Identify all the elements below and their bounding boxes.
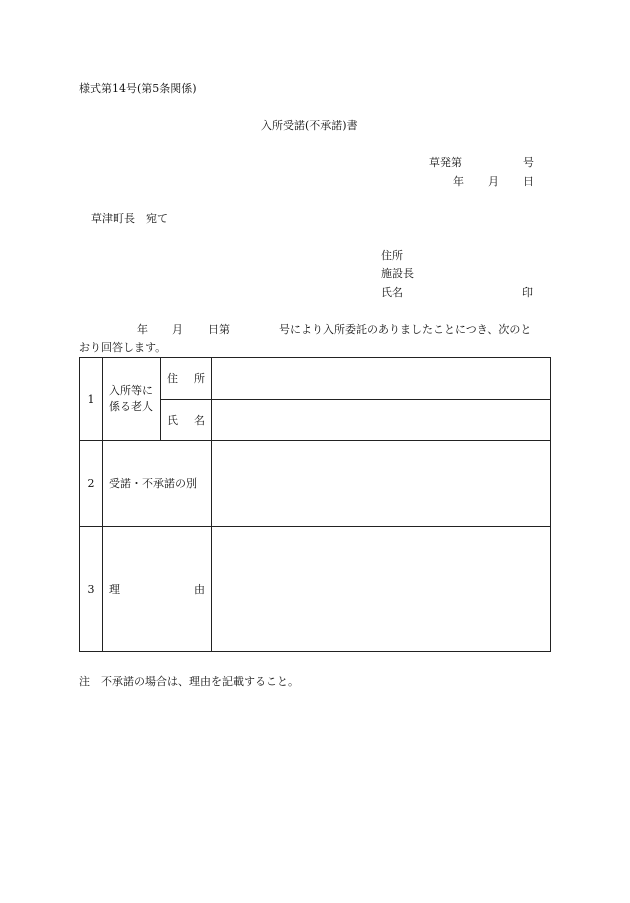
body-year: 年 xyxy=(137,323,148,336)
body-text-line1: 号により入所委託のありましたことにつき、次のと xyxy=(279,323,532,336)
body-month: 月 xyxy=(172,323,183,336)
address-field[interactable] xyxy=(212,358,551,400)
name-label-char2: 名 xyxy=(194,413,205,427)
issue-number-suffix: 号 xyxy=(523,156,534,169)
elderly-person-label-line1: 入所等に xyxy=(109,383,153,397)
document-title: 入所受諾(不承諾)書 xyxy=(261,119,358,132)
elderly-person-label-line2: 係る老人 xyxy=(109,400,153,413)
row-number-2: 2 xyxy=(80,441,103,527)
date-year: 年 xyxy=(453,175,464,188)
acceptance-field[interactable] xyxy=(212,441,551,527)
reply-form-table xyxy=(79,357,551,652)
addressee: 草津町長 宛て xyxy=(91,212,168,225)
date-month: 月 xyxy=(488,175,499,188)
date-day: 日 xyxy=(523,175,534,188)
table-row xyxy=(80,527,551,652)
seal-mark: 印 xyxy=(522,286,533,299)
form-number: 様式第14号(第5条関係) xyxy=(79,82,197,95)
row-number-1: 1 xyxy=(80,358,103,441)
reason-label-cell xyxy=(103,527,212,652)
sender-name-label: 氏名 xyxy=(381,286,403,299)
sender-director-label: 施設長 xyxy=(381,267,414,280)
table-row xyxy=(80,441,551,527)
acceptance-label: 受諾・不承諾の別 xyxy=(103,441,212,527)
body-text-line2: おり回答します。 xyxy=(79,341,167,354)
address-label-char2: 所 xyxy=(194,372,205,385)
name-label-char1: 氏 xyxy=(167,413,178,427)
body-day-number: 日第 xyxy=(208,323,230,336)
sender-address-label: 住所 xyxy=(381,249,403,262)
issue-number-prefix: 草発第 xyxy=(429,156,462,169)
elderly-person-label xyxy=(103,358,161,441)
table-row xyxy=(80,358,551,400)
name-label-cell xyxy=(161,400,212,441)
footnote: 注 不承諾の場合は、理由を記載すること。 xyxy=(79,675,299,688)
reason-field[interactable] xyxy=(212,527,551,652)
reason-label-char1: 理 xyxy=(109,582,120,596)
name-field[interactable] xyxy=(212,400,551,441)
reason-label-char2: 由 xyxy=(194,582,205,596)
row-number-3: 3 xyxy=(80,527,103,652)
address-label-char1: 住 xyxy=(167,372,178,385)
address-label-cell xyxy=(161,358,212,400)
